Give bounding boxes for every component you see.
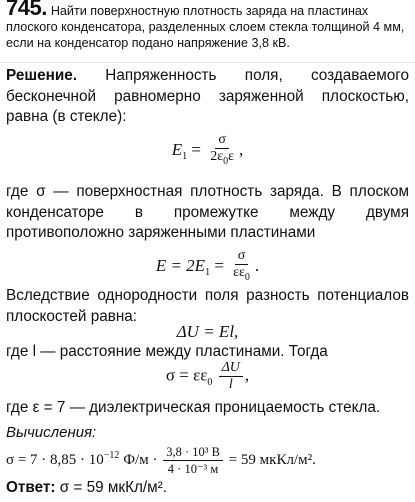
equation-sigma: $\sigma = \varepsilon\varepsilon_0$ $\frac{\Delta U}{l}$ , (165, 360, 250, 392)
problem-statement (6, 0, 409, 51)
solution-label: Решение. (6, 67, 77, 84)
answer-label: Ответ: (6, 479, 56, 496)
answer-value: σ = 59 мкКл/м². (59, 479, 168, 496)
uniformity-text: Вследствие однородности поля разность потенциалов плоскостей равна: (6, 287, 409, 325)
equation-du: ΔU = El, (176, 322, 239, 341)
intro-text: Напряженность поля, создаваемого бесконечной равномерно заряженной плоскостью, равна (в стекле): (6, 67, 409, 125)
problem-text: Найти поверхностную плотность заряда на пластинах плоского конденсатора, разделенных слоем стекла толщиной 4 мм, если на конденсатор подано напряжение 3,8 кВ. (6, 4, 405, 50)
calc-label: Вычисления: (6, 424, 97, 441)
sigma-explanation: где σ — поверхностная плотность заряда. В плоском конденсаторе в промежутке между двумя противоположно заряженными пластинами (6, 183, 409, 241)
distance-text: где l — расстояние между пластинами. Тогда (6, 343, 328, 360)
equation-e2: $E = 2E_1$ = $\frac{\sigma}{\varepsilon\varepsilon_0}$ . (155, 248, 260, 283)
problem-number: 745. (6, 0, 47, 20)
solution-intro (6, 66, 409, 128)
equation-e1: $E_1$ = $\frac{\sigma}{2\varepsilon_0\varepsilon}$ , (171, 132, 244, 167)
divider (0, 62, 415, 63)
calc-equation: $\sigma = 7 \cdot 8,85 \cdot 10^{-12}$ Ф/м · $\frac{\text{3,8 · 10³ В}}{\text{4 · 10⁻³ м}}$ = 59 мкКл/м². (6, 445, 316, 476)
epsilon-text: где ε = 7 — диэлектрическая проницаемость стекла. (6, 399, 381, 416)
answer (6, 478, 409, 499)
